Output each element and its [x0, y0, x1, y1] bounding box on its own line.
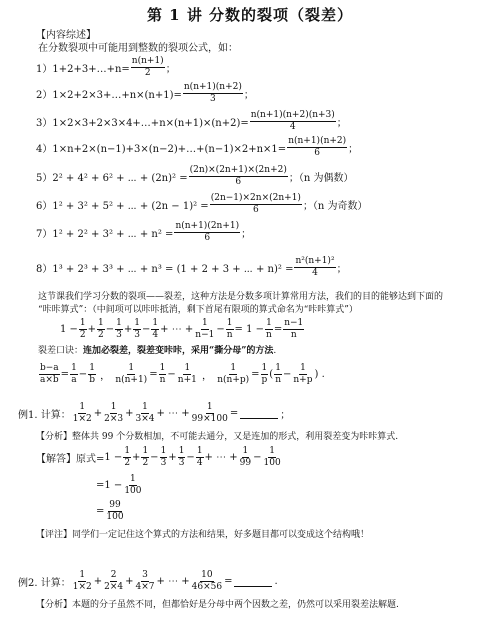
- example-1-solution-step-3: = $\frac{99}{100}$: [96, 500, 124, 522]
- formula-1: 1）1+2+3+…+n= $\frac{n(n+1)}{2}$ ；: [36, 56, 176, 78]
- example-2-analysis: 【分析】本题的分子虽然不同，但都恰好是分母中两个因数之差，仍然可以采用裂差法解题.: [36, 600, 399, 610]
- mnemonic-line: 裂差口诀：连加必裂差，裂差变咔咔，采用“撕分母”的方法.: [38, 346, 277, 356]
- example-1-solution-step-1: 【解答】 原式= 1 − $\frac{1}{2}$ + $\frac{1}{2}$ − $\frac{1}{3}$ + $\frac{1}{3}$ − $\frac{1}{4}$ + ⋯ + $\frac{1}{99}$ − $\frac{1}{100}$: [36, 446, 281, 468]
- intro-text: 在分数裂项中可能用到整数的裂项公式，如：: [38, 43, 238, 54]
- summary-header: 【内容综述】: [36, 30, 96, 41]
- kaka-formula: 1 − $\frac{1}{2}$ + $\frac{1}{2}$ − $\frac{1}{3}$ + $\frac{1}{3}$ − $\frac{1}{4}$ + ⋯ + $\frac{1}{n-1}$ − $\frac{1}{n}$ = 1 − $\frac{1}{n}$ = $\frac{n-1}{n}$: [60, 318, 304, 340]
- paragraph-line-1: 这节课我们学习分数的裂项——裂差，这种方法是分数多项计算常用方法，我们的目的能够达到下面的: [38, 292, 444, 302]
- formula-7: 7）1² + 2² + 3² + ⋯ + n² = $\frac{n(n+1)(2n+1)}{6}$ ；: [36, 221, 252, 243]
- formula-6: 6）1² + 3² + 5² + ⋯ + (2n − 1)² = $\frac{(2n-1)\times 2n\times(2n+1)}{6}$ ；（n 为奇数）: [36, 193, 368, 215]
- formula-5: 5）2² + 4² + 6² + ⋯ + (2n)² = $\frac{(2n)\times(2n+1)\times(2n+2)}{6}$ ；（n 为偶数）: [36, 165, 354, 187]
- formula-3: 3）1×2×3+2×3×4+…+n×(n+1)×(n+2)= $\frac{n(n+1)(n+2)(n+3)}{4}$ ；: [36, 110, 347, 132]
- formula-4: 4）1×n+2×(n−1)+3×(n−2)+…+(n−1)×2+n×1= $\frac{n(n+1)(n+2)}{6}$ ；: [36, 136, 359, 158]
- split-rules: $\frac{b-a}{a\times b}$ = $\frac{1}{a}$ − $\frac{1}{b}$ ， $\frac{1}{n(n+1)}$ = $\frac{1}{n}$ − $\frac{1}{n+1}$ ， $\frac{1}{n(n+p)}$ = $\frac{1}{p}$ ( $\frac{1}{n}$ − $\frac{1}{n+p}$ ) .: [40, 363, 325, 385]
- example-1-question: 例1. 计算： $\frac{1}{1\times 2}$ + $\frac{1}{2\times 3}$ + $\frac{1}{3\times 4}$ + ⋯ + $\frac{1}{99\times 100}$ = ；: [18, 402, 291, 424]
- paragraph-line-2: “咔咔算式”：（中间项可以咔咔抵消，剩下首尾有限项的算式命名为“咔咔算式”）: [38, 305, 358, 315]
- answer-blank-2: [234, 577, 272, 587]
- page-title: 第 1 讲 分数的裂项（裂差）: [146, 6, 354, 24]
- example-1-analysis: 【分析】整体共 99 个分数相加，不可能去通分，又是连加的形式，利用裂差变为咔咔算式.: [36, 432, 399, 442]
- answer-blank: [240, 409, 278, 419]
- example-1-comment: 【评注】同学们一定记住这个算式的方法和结果，好多题目都可以变成这个结构哦！: [36, 530, 370, 540]
- formula-8: 8）1³ + 2³ + 3³ + ⋯ + n³ = (1 + 2 + 3 + ⋯ + n)² = $\frac{\text{n²(n+1)²}}{4}$ ；: [36, 256, 347, 278]
- example-1-solution-step-2: = 1 − $\frac{1}{100}$: [96, 474, 142, 496]
- formula-2: 2）1×2+2×3+…+n×(n+1)= $\frac{n(n+1)(n+2)}{3}$ ；: [36, 82, 254, 104]
- example-2-question: 例2. 计算： $\frac{1}{1\times 2}$ + $\frac{2}{2\times 4}$ + $\frac{3}{4\times 7}$ + ⋯ + $\frac{10}{46\times 56}$ = .: [18, 570, 278, 592]
